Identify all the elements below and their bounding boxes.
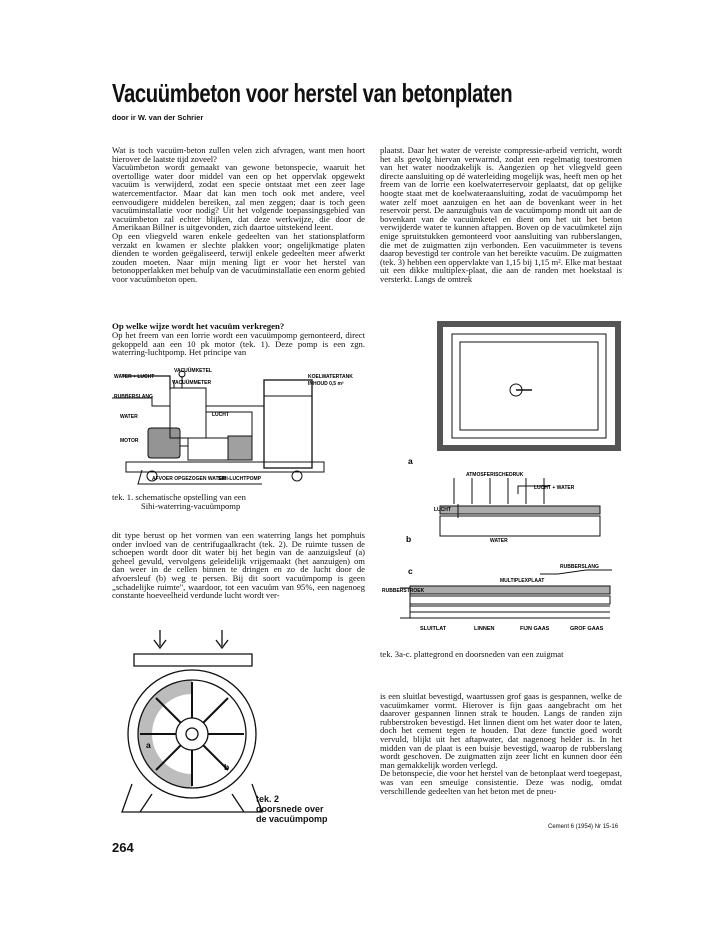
- label-water: WATER: [490, 538, 508, 544]
- figure-2-caption: [256, 794, 328, 824]
- label-atmosferischedruk: ATMOSFERISCHEDRUK: [466, 472, 524, 478]
- right-column-top: plaatst. Daar het water de vereiste compressie-arbeid verricht, wordt het als gevolg hiervan verwarmd, zodat een regelmatig toestromen van het water noodzakelijk is. Aangezien op het vliegveld geen directe aansluiting op dé waterleiding mogelijk was, heeft men op het freem van de lorrie een koelwaterreservoir geplaatst, dat op gelijke hoogte staat met de koelwateraansluiting, zodat de vacuümpomp het water zelf moet aanzuigen en het aan de bovenkant weer in het reservoir perst. De aanzuigbuis van de vacuümpomp mondt uit aan de bovenkant van de vacuümketel en dient om het uit het beton verwijderde water te kunnen aftappen. Boven op de vacuümketel zijn enige spruitstukken gemonteerd voor aansluiting van rubberslangen, die met de zuigmatten zijn verbonden. Een vacuümmeter is tevens daarop bevestigd ter controle van het bereikte vacuüm. De zuigmatten (tek. 3) hebben een oppervlakte van 1,15 bij 1,15 m². Elke mat bestaat uit een dikke multiplex-plaat, die aan de randen met hoekstaal is versterkt. Langs de omtrek: [380, 145, 622, 284]
- figure-3-suction-mat: [380, 318, 624, 648]
- figure-2-pump-cross-section: [112, 624, 278, 822]
- label-motor: MOTOR: [120, 438, 139, 444]
- paragraph: Wat is toch vacuüm-beton zullen velen zich afvragen, want men hoort hierover de laatste tijd zoveel?: [112, 145, 365, 164]
- label-vacuumketel: VACUÜMKETEL: [174, 368, 212, 374]
- source-reference: Cement 6 (1954) Nr 15-16: [548, 824, 619, 830]
- label-vacuummeter: VACUÜMMETER: [172, 380, 212, 386]
- article-author: door ir W. van der Schrier: [112, 113, 204, 122]
- caption-line: Sihi-waterring-vacuümpomp: [141, 501, 241, 511]
- label-water: WATER: [120, 414, 138, 420]
- label-sluitlat: SLUITLAT: [420, 626, 447, 632]
- label-inhoud: INHOUD 0,5 m³: [308, 381, 344, 387]
- label-water-lucht: WATER + LUCHT: [114, 374, 155, 380]
- label-a: a: [146, 740, 151, 750]
- label-sihi: SIHI-LUCHTPOMP: [218, 476, 262, 482]
- left-column-bottom: dit type berust op het vormen van een waterring langs het pomphuis onder invloed van de centrifugaalkracht (tek. 2). De ruimte tussen de schoepen wordt door dit water bij het begin van de aanzuigsleuf (a) geheel gevuld, vervolgens geleidelijk vrijgemaakt (het aanzuigen) om dan weer in de cellen binnen te dringen en zo de lucht door de afvoersleuf (b) weg te persen. Bij dit soort vacuümpomp is geen „schadelijke ruimte", waardoor, tot een vacuüm van 95%, een nagenoeg constante hoeveelheid verdunde lucht wordt ver-: [112, 530, 365, 601]
- paragraph: Vacuümbeton wordt gemaakt van gewone betonspecie, waaruit het overtollige water door middel van een op het oppervlak opgewekt vacuüm is verwijderd, zodat een specie ontstaat met een zeer lage watercementfactor. Maar dat kan men toch ook met andere, veel eenvoudigere middelen bereiken, zal men zeggen; daar is toch geen vacuüminstallatie voor nodig? Uit het volgende toepassingsgebied van vacuümbeton zal echter blijken, dat deze werkwijze, die door de Amerikaan Billner is uitgevonden, zich daartoe uitstekend leent.: [112, 162, 365, 233]
- label-lucht-water: LUCHT + WATER: [534, 485, 575, 491]
- paragraph: is een sluitlat bevestigd, waartussen grof gaas is gespannen, welke de vacuümkamer vormt. Hierover is fijn gaas aangebracht om het daarover gespannen linnen strak te houden. Langs de randen zijn rubberstroken bevestigd. Het linnen dient om het water door te laten, doch het cement tegen te houden. Dat deze functie goed wordt vervuld, blijkt uit het aftapwater, dat nagenoeg helder is. In het midden van de plaat is een buisje bevestigd, waarop de rubberslang wordt geschoven. De zuigmatten zijn zeer licht en kunnen door één man gemakkelijk worden verlegd.: [380, 691, 622, 770]
- label-rubberslang: RUBBERSLANG: [560, 564, 599, 570]
- label-c: c: [408, 566, 413, 576]
- label-fijn-gaas: FIJN GAAS: [520, 626, 550, 632]
- label-b: b: [406, 534, 412, 544]
- label-afvoer: AFVOER OPGEZOGEN WATER: [152, 476, 226, 482]
- right-column-bottom: [380, 692, 622, 795]
- label-lucht: LUCHT: [212, 412, 229, 418]
- caption-line: de vacuümpomp: [256, 814, 328, 824]
- label-grof-gaas: GROF GAAS: [570, 626, 604, 632]
- label-b: b: [224, 762, 230, 772]
- label-lucht: LUCHT: [434, 507, 451, 513]
- label-a: a: [408, 456, 413, 466]
- section-heading: Op welke wijze wordt het vacuüm verkregen?: [112, 321, 285, 331]
- label-linnen: LINNEN: [474, 626, 495, 632]
- label-rubberstroek: RUBBERSTROEK: [382, 588, 425, 594]
- figure-1-vacuum-pump-setup: [112, 366, 368, 488]
- left-column-top: [112, 146, 365, 284]
- figure-1-caption: [112, 493, 246, 511]
- left-column-mid: Op het freem van een lorrie wordt een vacuümpomp gemonteerd, direct gekoppeld aan een 10 pk motor (tek. 1). Deze pomp is een zgn. waterring-luchtpomp. Het principe van: [112, 330, 365, 358]
- paragraph: De betonspecie, die voor het herstel van de betonplaat werd toegepast, was van een smeuïge consistentie. Deze was nodig, omdat verschillende gedeelten van het beton met de pneu-: [380, 768, 622, 796]
- figure-3-caption: tek. 3a-c. plattegrond en doorsneden van een zuigmat: [380, 649, 564, 659]
- label-rubberslang: RUBBERSLANG: [114, 394, 153, 400]
- caption-line: tek. 2: [256, 794, 280, 804]
- label-koelwatertank: KOELWATERTANK: [308, 374, 353, 380]
- paragraph: Op een vliegveld waren enkele gedeelten van het stationsplatform verzakt en kwamen er slechte plakken voor; ongelijkmatige platen dienden te worden geëgaliseerd, terwijl enkele gedeelten meer afwerkt zouden moeten. Naar mijn mening ligt er voor het herstel van betonopperlakken met behulp van de vacuüminstallatie een enorm gebied voor vacuümbeton open.: [112, 230, 365, 284]
- caption-line: doorsnede over: [256, 804, 324, 814]
- page-number: 264: [112, 840, 134, 855]
- label-multiplexplaat: MULTIPLEXPLAAT: [500, 578, 545, 584]
- article-title: Vacuümbeton voor herstel van betonplaten: [112, 78, 513, 108]
- caption-line: tek. 1. schematische opstelling van een: [112, 492, 246, 502]
